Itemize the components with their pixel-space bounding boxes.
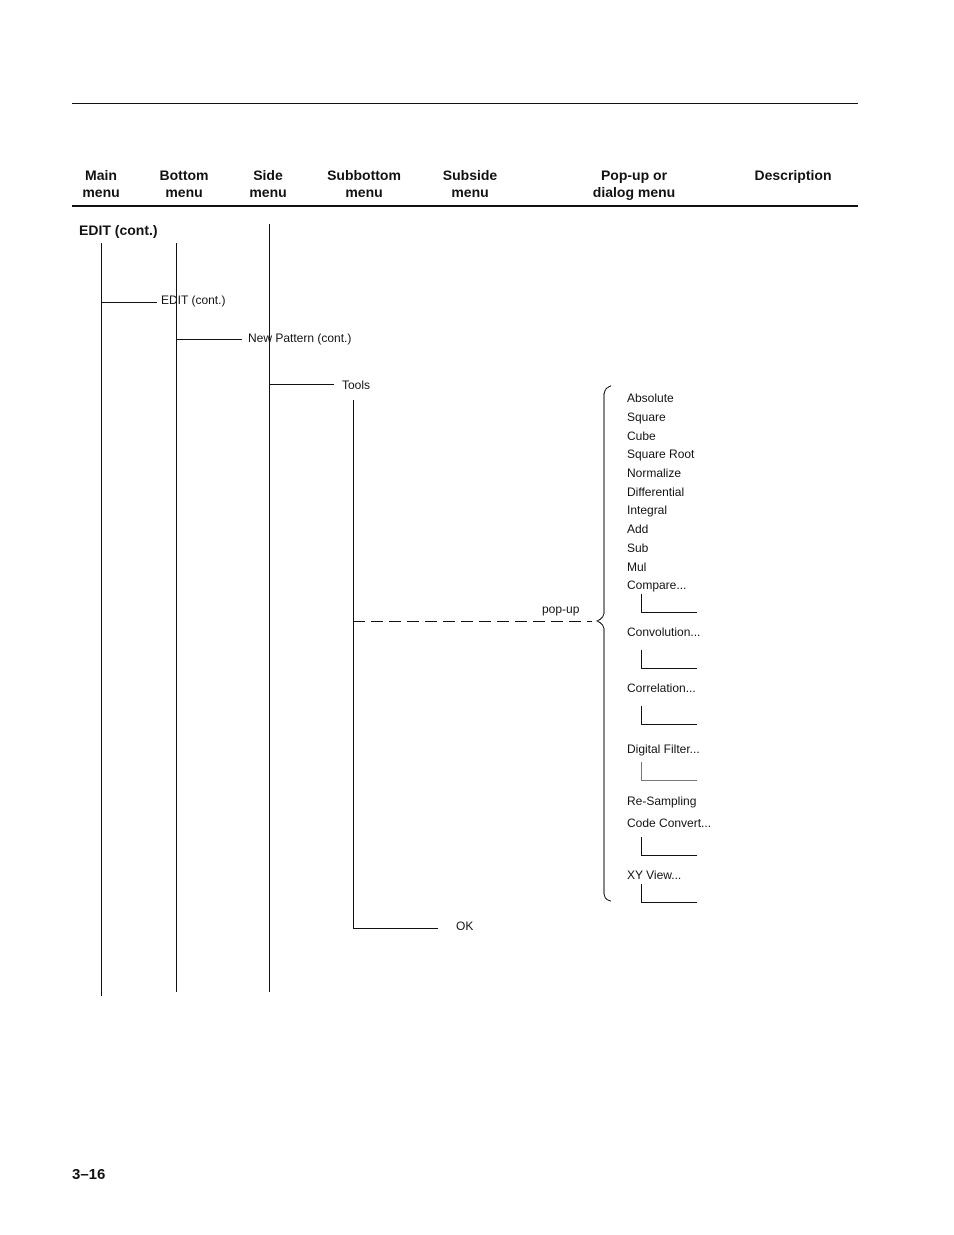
- popup-item-correlation: Correlation...: [627, 681, 696, 695]
- popup-item-mul: Mul: [627, 560, 647, 574]
- popup-item-cube: Cube: [627, 429, 656, 443]
- header-popup-menu: Pop-up or dialog menu: [592, 167, 676, 200]
- popup-item-normalize: Normalize: [627, 466, 682, 480]
- page-number: 3–16: [72, 1166, 106, 1183]
- popup-item-differential: Differential: [627, 485, 685, 499]
- ok-item: OK: [456, 919, 474, 933]
- popup-item-add: Add: [627, 522, 649, 536]
- popup-item-sub: Sub: [627, 541, 649, 555]
- header-description: Description: [754, 167, 832, 183]
- header-bottom-menu: Bottom menu: [159, 167, 209, 200]
- popup-item-square: Square: [627, 410, 666, 424]
- side-menu-new-pattern: New Pattern (cont.): [248, 331, 352, 345]
- popup-item-convolution: Convolution...: [627, 625, 701, 639]
- header-subside-menu: Subside menu: [442, 167, 498, 200]
- main-menu-edit: EDIT (cont.): [79, 222, 158, 238]
- popup-item-xy-view: XY View...: [627, 868, 682, 882]
- header-subbottom-menu: Subbottom menu: [327, 167, 401, 200]
- popup-item-compare: Compare...: [627, 578, 687, 592]
- subbottom-menu-tools: Tools: [342, 378, 371, 392]
- popup-item-square-root: Square Root: [627, 447, 695, 461]
- popup-item-absolute: Absolute: [627, 391, 674, 405]
- bottom-menu-edit: EDIT (cont.): [161, 293, 226, 307]
- popup-item-re-sampling: Re-Sampling: [627, 794, 697, 808]
- popup-item-code-convert: Code Convert...: [627, 816, 712, 830]
- header-main-menu: Main menu: [82, 167, 120, 200]
- popup-item-integral: Integral: [627, 503, 668, 517]
- popup-label: pop-up: [542, 602, 580, 616]
- header-side-menu: Side menu: [249, 167, 287, 200]
- popup-item-digital-filter: Digital Filter...: [627, 742, 700, 756]
